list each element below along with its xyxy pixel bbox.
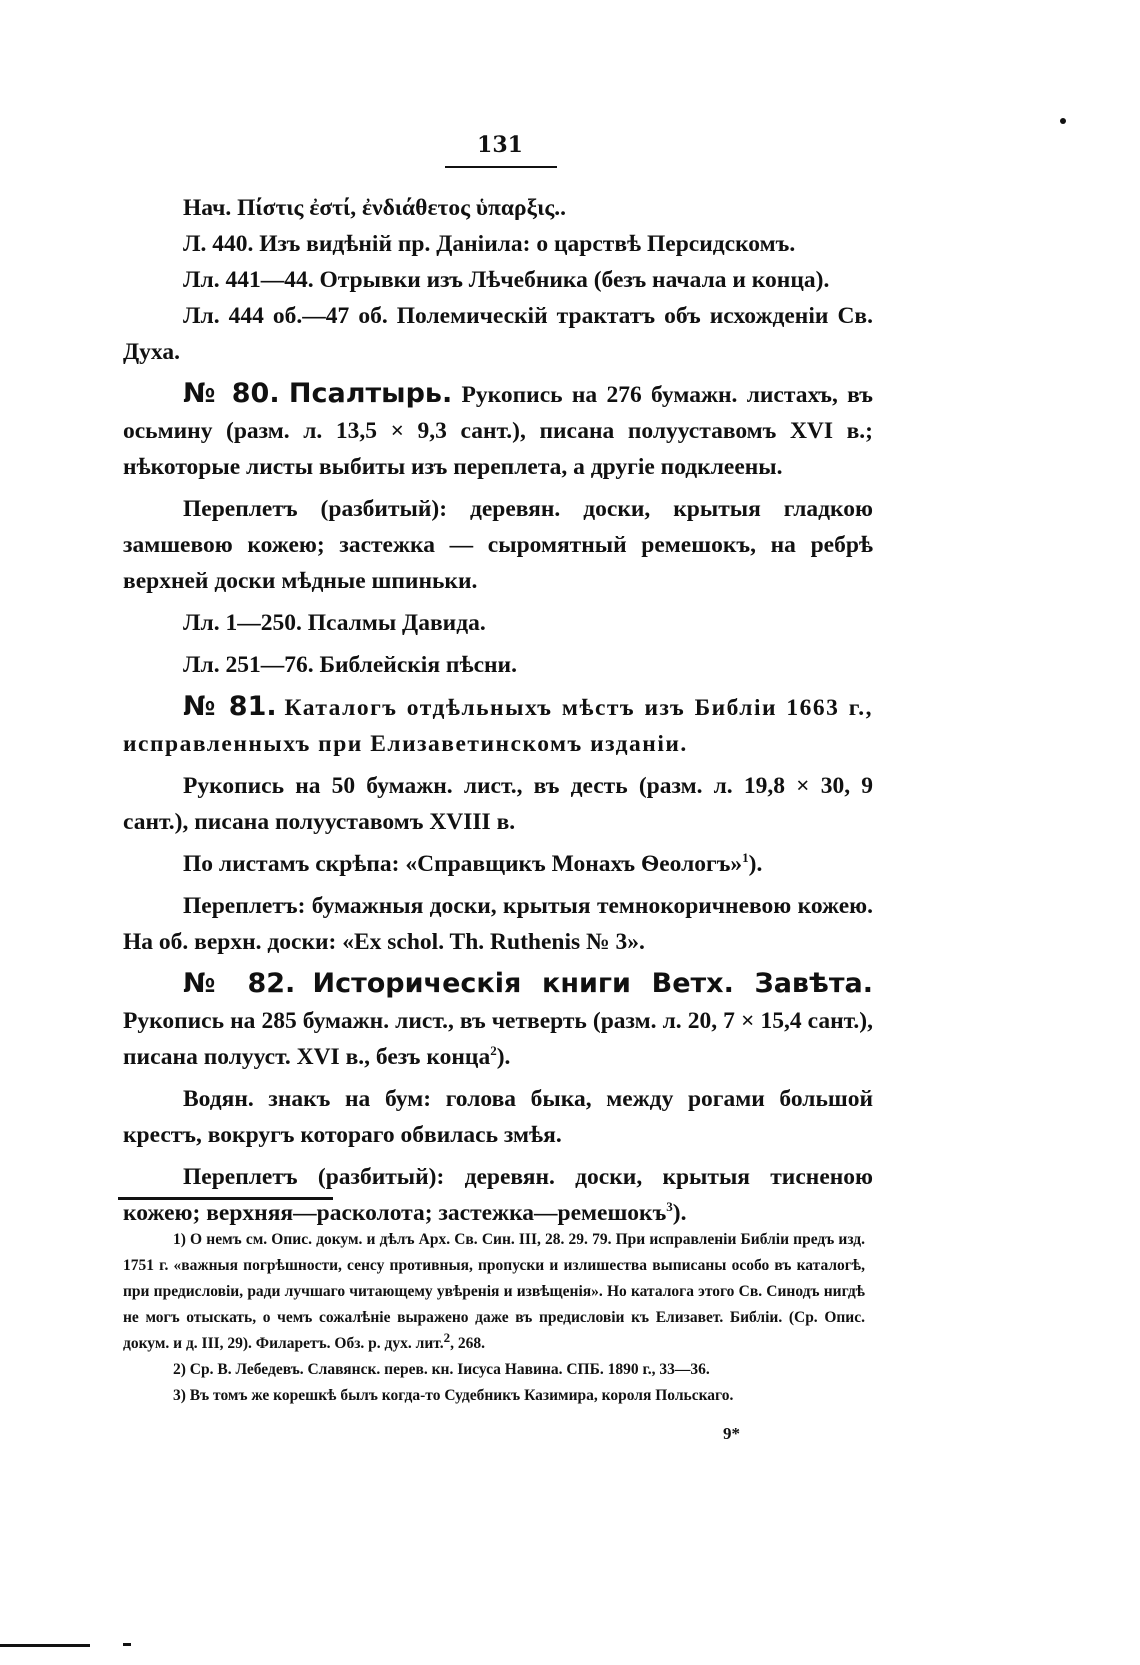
- entry-80-heading: [123, 376, 873, 485]
- footnote-1-sup: 2: [443, 1329, 451, 1345]
- entry-81-signature-text: По листамъ скрѣпа: «Справщикъ Монахъ Ѳеологъ»: [183, 851, 743, 877]
- entry-80-canticles: Лл. 251—76. Библейскія пѣсни.: [183, 652, 517, 678]
- entry-82-description-end: ).: [496, 1044, 511, 1070]
- scan-edge-line: [0, 1644, 90, 1647]
- footnote-ref-1: 1: [742, 850, 749, 866]
- footnote-ref-2: 2: [490, 1043, 497, 1059]
- scan-speck: [1060, 118, 1066, 124]
- footnote-1-text: 1) О немъ см. Опис. докум. и дѣлъ Арх. Св. Син. III, 28. 29. 79. При исправленіи Библіи предъ изд. 1751 г. «важныя погрѣшности, сенсу противныя, пропуски и излишества выписаны особо въ каталогѣ, при предисловіи, ради лучшаго читающему увѣренія и извѣщенія». Но каталога этого Св. Синодъ нигдѣ не могъ отыскать, о чемъ сожалѣніе выражено даже въ предисловіи къ Елизавет. Библіи. (Ср. Опис. докум. и д. III, 29). Филаретъ. Обз. р. дух. лит.: [123, 1231, 865, 1352]
- entry-81-manuscript: Рукопись на 50 бумажн. лист., въ десть (разм. л. 19,8 × 30, 9 сант.), писана полууставомъ XVIII в.: [123, 773, 873, 835]
- entry-82-heading: [123, 966, 873, 1075]
- footnote-2: 2) Ср. В. Лебедевъ. Славянск. перев. кн. Іисуса Навина. СПБ. 1890 г., 33—36.: [173, 1361, 710, 1378]
- entry-80-description: Рукопись на 276 бумажн. листахъ, въ осьмину (разм. л. 13,5 × 9,3 сант.), писана полууставомъ XVI в.; нѣкоторые листы выбиты изъ переплета, а другіе подклеены.: [123, 382, 873, 480]
- footnote-ref-3: 3: [666, 1199, 673, 1215]
- entry-81-binding: Переплетъ: бумажныя доски, крытыя темнокоричневою кожею. На об. верхн. доски: «Ex schol. Th. Ruthenis № 3».: [123, 893, 873, 955]
- footnote-3: 3) Въ томъ же корешкѣ былъ когда-то Судебникъ Казимира, короля Польскаго.: [173, 1387, 734, 1404]
- entry-82-watermark: Водян. знакъ на бум: голова быка, между рогами большой крестъ, вокругъ котораго обвилась змѣя.: [123, 1086, 873, 1148]
- entry-80-title: Псалтырь.: [288, 378, 453, 409]
- entry-82-title: Историческія книги Ветх. Завѣта.: [312, 968, 873, 999]
- page-number-rule: [445, 166, 557, 168]
- entry-81-signature-end: ).: [748, 851, 763, 877]
- signature-mark: 9*: [723, 1424, 740, 1443]
- footnote-rule: [118, 1197, 333, 1200]
- entry-81-title: Каталогъ отдѣльныхъ мѣстъ изъ Библіи 1663 г., исправленныхъ при Елизаветинскомъ изданіи.: [123, 695, 874, 757]
- footnote-1-end: , 268.: [450, 1335, 485, 1352]
- entry-82-description: Рукопись на 285 бумажн. лист., въ четверть (разм. л. 20, 7 × 15,4 сант.), писана полууст. XVI в., безъ конца: [123, 1008, 873, 1070]
- paragraph-leaves-441: Лл. 441—44. Отрывки изъ Лѣчебника (безъ начала и конца).: [183, 267, 830, 293]
- scan-edge-dash: [123, 1643, 131, 1646]
- entry-81-signature: [123, 846, 873, 882]
- entry-82-binding-end: ).: [672, 1200, 687, 1226]
- entry-82-binding: [123, 1159, 873, 1231]
- entry-81-heading: [123, 689, 873, 762]
- footnotes: [123, 1227, 865, 1409]
- page-number: 131: [477, 132, 523, 158]
- footnote-1: [123, 1227, 865, 1357]
- main-text: [123, 190, 873, 1231]
- entry-80-psalms: Лл. 1—250. Псалмы Давида.: [183, 610, 486, 636]
- entry-82-number: № 82.: [183, 968, 296, 999]
- paragraph-leaves-444: Лл. 444 об.—47 об. Полемическій трактатъ объ исхожденіи Св. Духа.: [123, 303, 873, 365]
- entry-80-binding: Переплетъ (разбитый): деревян. доски, крытыя гладкою замшевою кожею; застежка — сыромятный ремешокъ, на ребрѣ верхней доски мѣдные шпиньки.: [123, 496, 873, 594]
- entry-81-number: № 81.: [183, 691, 277, 722]
- paragraph-incipit: Нач. Πίστις ἐστί, ἐνδιάθετος ὑπαρξις..: [183, 195, 567, 221]
- entry-82-binding-text: Переплетъ (разбитый): деревян. доски, крытыя тисненою кожею; верхняя—расколота; застежка—ремешокъ: [123, 1164, 873, 1226]
- paragraph-leaf-440: Л. 440. Изъ видѣній пр. Даніила: о царствѣ Персидскомъ.: [183, 231, 796, 257]
- entry-80-number: № 80.: [183, 378, 280, 409]
